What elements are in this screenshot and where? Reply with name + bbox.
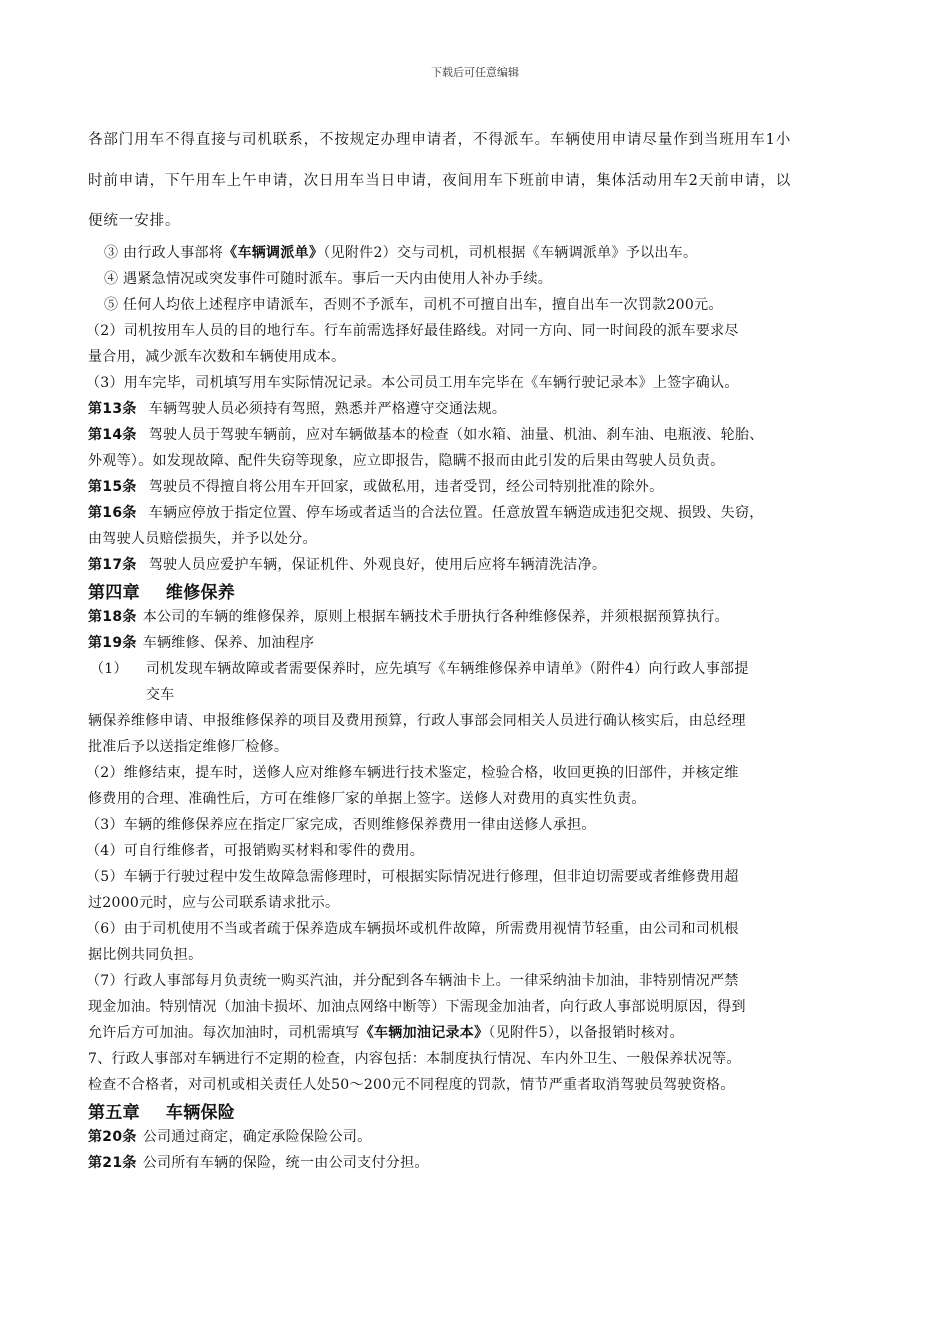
chapter-4-title (88, 578, 235, 603)
paragraph-line: 便统一安排。 (88, 213, 181, 229)
list-item-text: 司机发现车辆故障或者需要保养时，应先填写《车辆维修保养申请单》（附件4）向行政人事部提 (145, 661, 749, 677)
chapter-5-title (88, 1098, 235, 1123)
paragraph-line: 辆保养维修申请、申报维修保养的项目及费用预算，行政人事部会同相关人员进行确认核实后，由总经理 (88, 713, 746, 729)
article-number: 第17条 (88, 557, 137, 573)
article-13 (88, 398, 506, 418)
article-number: 第13条 (88, 401, 137, 417)
paragraph-line: （5）车辆于行驶过程中发生故障急需修理时，可根据实际情况进行修理，但非迫切需要或者维修费用超 (86, 869, 739, 885)
article-text: 车辆维修、保养、加油程序 (142, 635, 315, 651)
paragraph-line: 修费用的合理、准确性后，方可在维修厂家的单据上签字。送修人对费用的真实性负责。 (88, 791, 646, 807)
article-17 (88, 554, 606, 574)
article-18 (88, 606, 729, 626)
paragraph-line: 据比例共同负担。 (88, 947, 203, 963)
article-text: 公司通过商定，确定承险保险公司。 (142, 1129, 372, 1145)
list-item: ⑤ 任何人均依上述程序申请派车，否则不予派车，司机不可擅自出车，擅自出车一次罚款200元。 (104, 297, 723, 313)
article-number: 第21条 (88, 1155, 137, 1171)
paragraph-line (88, 1022, 684, 1042)
paragraph-line: 过2000元时，应与公司联系请求批示。 (88, 895, 340, 911)
form-title: 《车辆加油记录本》 (359, 1025, 489, 1041)
paragraph-line: 各部门用车不得直接与司机联系，不按规定办理申请者，不得派车。车辆使用申请尽量作到当班用车1小 (88, 132, 792, 148)
paragraph-line: 由驾驶人员赔偿损失，并予以处分。 (88, 531, 317, 547)
paragraph-line: （6）由于司机使用不当或者疏于保养造成车辆损坏或机件故障，所需费用视情节轻重，由公司和司机根 (86, 921, 739, 937)
list-marker: （1） (90, 661, 128, 677)
list-item (104, 242, 697, 262)
paragraph-line: 7、行政人事部对车辆进行不定期的检查，内容包括：本制度执行情况、车内外卫生、一般保养状况等。 (88, 1051, 741, 1067)
article-number: 第20条 (88, 1129, 137, 1145)
article-text: 驾驶员不得擅自将公用车开回家，或做私用，违者受罚，经公司特别批准的除外。 (148, 479, 664, 495)
article-15 (88, 476, 664, 496)
article-text: 公司所有车辆的保险，统一由公司支付分担。 (142, 1155, 429, 1171)
chapter-number: 第五章 (88, 1103, 140, 1123)
paragraph-text: 允许后方可加油。每次加油时，司机需填写 (88, 1025, 360, 1041)
paragraph-line: （4）可自行维修者，可报销购买材料和零件的费用。 (86, 843, 425, 859)
list-item: ④ 遇紧急情况或突发事件可随时派车。事后一天内由使用人补办手续。 (104, 271, 553, 287)
paragraph-line: 外观等）。如发现故障、配件失窃等现象，应立即报告，隐瞒不报而由此引发的后果由驾驶人员负责。 (88, 453, 725, 469)
chapter-number: 第四章 (88, 583, 140, 603)
article-21 (88, 1152, 429, 1172)
list-item-text: ③ 由行政人事部将 (104, 245, 224, 261)
paragraph-line: 批准后予以送指定维修厂检修。 (88, 739, 289, 755)
paragraph-line: 现金加油。特别情况（加油卡损坏、加油点网络中断等）下需现金加油者，向行政人事部说明原因，得到 (88, 999, 746, 1015)
paragraph-line: （7）行政人事部每月负责统一购买汽油，并分配到各车辆油卡上。一律采纳油卡加油，非特别情况严禁 (86, 973, 739, 989)
article-text: 本公司的车辆的维修保养，原则上根据车辆技术手册执行各种维修保养，并须根据预算执行。 (142, 609, 729, 625)
paragraph-line: 量合用，减少派车次数和车辆使用成本。 (88, 349, 346, 365)
paragraph-line: （2）司机按用车人员的目的地行车。行车前需选择好最佳路线。对同一方向、同一时间段的派车要求尽 (86, 323, 739, 339)
list-item (90, 658, 749, 678)
chapter-name: 维修保养 (165, 583, 236, 603)
article-number: 第15条 (88, 479, 137, 495)
list-item-text: （见附件2）交与司机，司机根据《车辆调派单》予以出车。 (323, 245, 698, 261)
form-title: 《车辆调派单》 (223, 245, 324, 261)
chapter-name: 车辆保险 (165, 1103, 236, 1123)
article-16 (88, 502, 764, 522)
article-number: 第19条 (88, 635, 137, 651)
paragraph-line: 交车 (146, 687, 175, 703)
article-text: 车辆驾驶人员必须持有驾照，熟悉并严格遵守交通法规。 (148, 401, 507, 417)
article-20 (88, 1126, 372, 1146)
paragraph-line: （3）车辆的维修保养应在指定厂家完成，否则维修保养费用一律由送修人承担。 (86, 817, 596, 833)
paragraph-line: （3）用车完毕，司机填写用车实际情况记录。本公司员工用车完毕在《车辆行驶记录本》上签字确认。 (86, 375, 739, 391)
article-number: 第18条 (88, 609, 137, 625)
article-text: 驾驶人员应爱护车辆，保证机件、外观良好，使用后应将车辆清洗洁净。 (148, 557, 607, 573)
article-text: 车辆应停放于指定位置、停车场或者适当的合法位置。任意放置车辆造成违犯交规、损毁、失窃， (148, 505, 764, 521)
paragraph-line: 时前申请，下午用车上午申请，次日用车当日申请，夜间用车下班前申请，集体活动用车2天前申请，以 (88, 173, 792, 189)
article-text: 驾驶人员于驾驶车辆前，应对车辆做基本的检查（如水箱、油量、机油、刹车油、电瓶液、轮胎、 (148, 427, 764, 443)
article-number: 第16条 (88, 505, 137, 521)
page-header: 下载后可任意编辑 (431, 66, 519, 79)
article-19 (88, 632, 314, 652)
article-number: 第14条 (88, 427, 137, 443)
paragraph-line: 检查不合格者，对司机或相关责任人处50～200元不同程度的罚款，情节严重者取消驾驶员驾驶资格。 (88, 1077, 735, 1093)
article-14 (88, 424, 764, 444)
paragraph-text: （见附件5），以备报销时核对。 (488, 1025, 684, 1041)
paragraph-line: （2）维修结束，提车时，送修人应对维修车辆进行技术鉴定，检验合格，收回更换的旧部件，并核定维 (86, 765, 739, 781)
